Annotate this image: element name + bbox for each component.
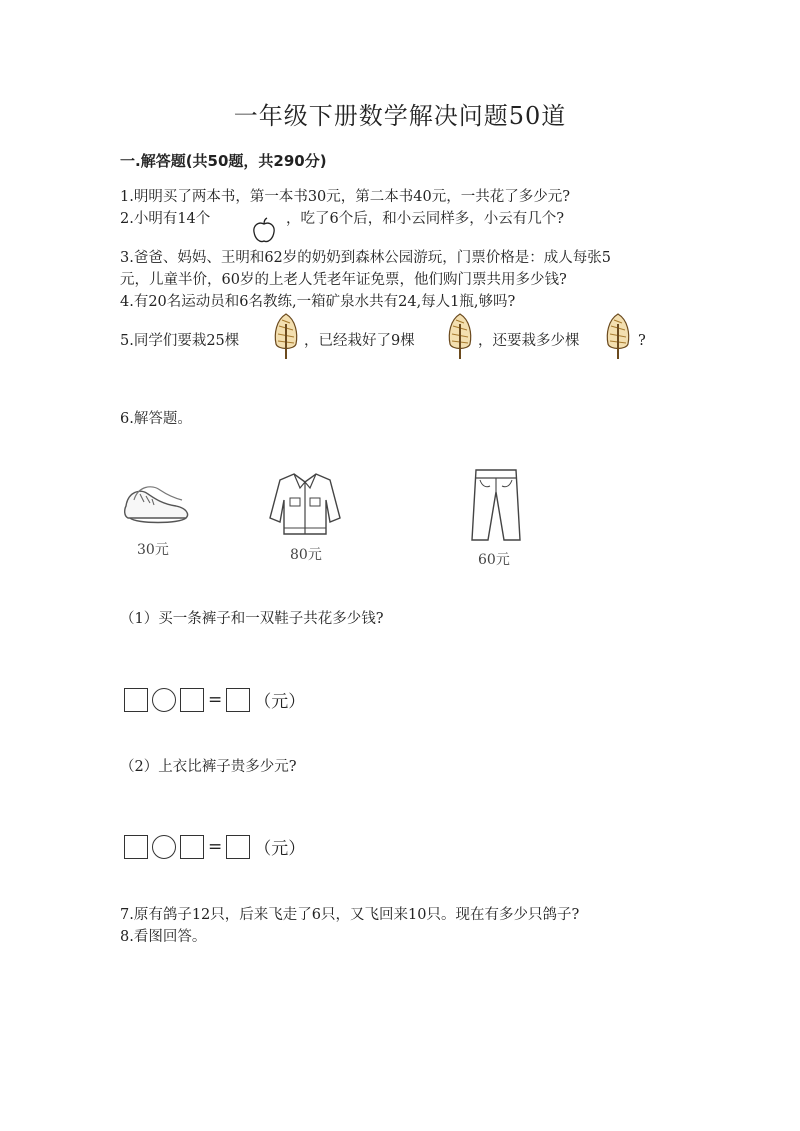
- apple-icon: [252, 218, 276, 244]
- operator-circle[interactable]: [152, 835, 176, 859]
- question-6: 6.解答题。: [120, 411, 192, 427]
- question-5-text-a: 5.同学们要栽25棵: [120, 333, 240, 349]
- result-box[interactable]: [226, 835, 250, 859]
- tree-icon: [272, 312, 300, 360]
- unit-label: （元）: [254, 692, 306, 712]
- answer-box[interactable]: [124, 835, 148, 859]
- operator-circle[interactable]: [152, 688, 176, 712]
- tree-icon: [604, 312, 632, 360]
- question-6-sub-2: （2）上衣比裤子贵多少元?: [120, 759, 297, 775]
- equals-sign: =: [208, 836, 223, 857]
- question-5-text-c: ，还要栽多少棵: [478, 333, 580, 349]
- question-3-line-2: 元，儿童半价，60岁的上老人凭老年证免票，他们购门票共用多少钱?: [120, 272, 567, 288]
- question-5-text-b: ，已经栽好了9棵: [304, 333, 415, 349]
- jacket-icon: [266, 470, 344, 540]
- question-6-sub-1: （1）买一条裤子和一双鞋子共花多少钱?: [120, 611, 384, 627]
- question-5-text-d: ?: [638, 333, 646, 349]
- question-1: 1.明明买了两本书，第一本书30元，第二本书40元，一共花了多少元?: [120, 189, 571, 205]
- answer-box[interactable]: [180, 835, 204, 859]
- pants-price: 60元: [478, 552, 510, 568]
- question-3-line-1: 3.爸爸、妈妈、王明和62岁的奶奶到森林公园游玩，门票价格是：成人每张5: [120, 250, 612, 266]
- question-2-rest: ，吃了6个后，和小云同样多，小云有几个?: [286, 211, 564, 227]
- section-heading: 一.解答题(共50题，共290分): [120, 152, 327, 170]
- shoes-icon: [120, 478, 194, 528]
- unit-label: （元）: [254, 839, 306, 859]
- answer-box[interactable]: [180, 688, 204, 712]
- answer-equation-2: [124, 834, 305, 859]
- question-4: 4.有20名运动员和6名教练,一箱矿泉水共有24,每人1瓶,够吗?: [120, 294, 516, 310]
- result-box[interactable]: [226, 688, 250, 712]
- question-7: 7.原有鸽子12只，后来飞走了6只，又飞回来10只。现在有多少只鸽子?: [120, 907, 580, 923]
- tree-icon: [446, 312, 474, 360]
- answer-box[interactable]: [124, 688, 148, 712]
- answer-equation-1: [124, 687, 305, 712]
- shoes-price: 30元: [137, 542, 169, 558]
- jacket-price: 80元: [290, 547, 322, 563]
- question-8: 8.看图回答。: [120, 929, 207, 945]
- pants-icon: [468, 466, 524, 544]
- equals-sign: =: [208, 689, 223, 710]
- question-2-text-a: 2.小明有14个: [120, 211, 211, 227]
- page-title: 一年级下册数学解决问题50道: [233, 102, 567, 130]
- question-2: [120, 208, 210, 230]
